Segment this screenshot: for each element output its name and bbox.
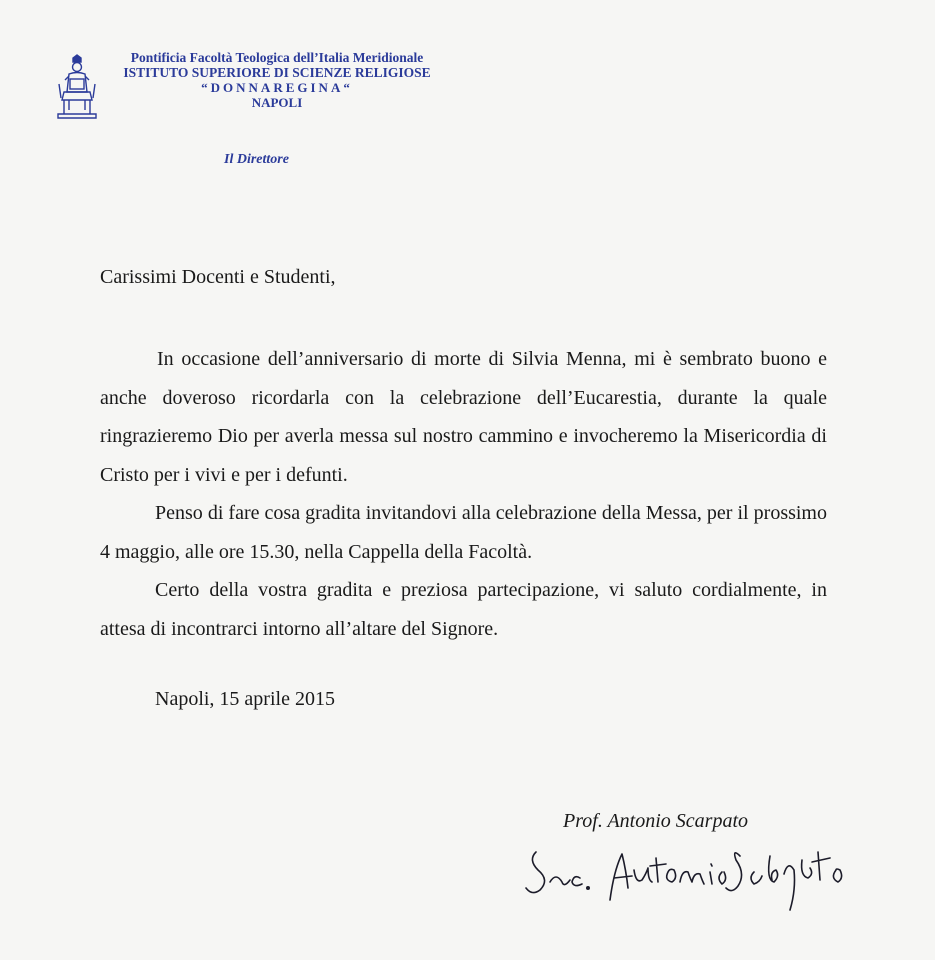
- letter-body: [100, 340, 827, 648]
- institution-heading: [112, 50, 442, 110]
- paragraph: Certo della vostra gradita e preziosa partecipazione, vi saluto cordialmente, in attesa di incontrarci intorno all’altare del Signore.: [100, 579, 827, 640]
- institute-city: NAPOLI: [251, 95, 303, 110]
- faculty-name: Pontificia Facoltà Teologica dell’Italia Meridionale: [130, 50, 424, 65]
- paragraph: Penso di fare cosa gradita invitandovi alla celebrazione della Messa, per il prossimo 4 maggio, alle ore 15.30, nella Cappella della Facoltà.: [100, 502, 827, 563]
- director-label: Il Direttore: [224, 152, 289, 167]
- letterhead: [50, 46, 470, 126]
- signer-name: Prof. Antonio Scarpato: [563, 810, 748, 832]
- dateline: Napoli, 15 aprile 2015: [155, 688, 335, 710]
- institute-name: ISTITUTO SUPERIORE DI SCIENZE RELIGIOSE: [123, 65, 431, 80]
- seated-figure-seal-icon: [55, 54, 99, 122]
- greeting: Carissimi Docenti e Studenti,: [100, 266, 336, 288]
- handwritten-signature: [518, 830, 868, 920]
- institute-subname: “DONNAREGINA“: [201, 80, 353, 95]
- paragraph: In occasione dell’anniversario di morte di Silvia Menna, mi è sembrato buono e anche doveroso ricordarla con la celebrazione dell’Eucarestia, durante la quale ringrazieremo Dio per averla messa sul nostro cammino e invocheremo la Misericordia di Cristo per i vivi e per i defunti.: [100, 348, 827, 486]
